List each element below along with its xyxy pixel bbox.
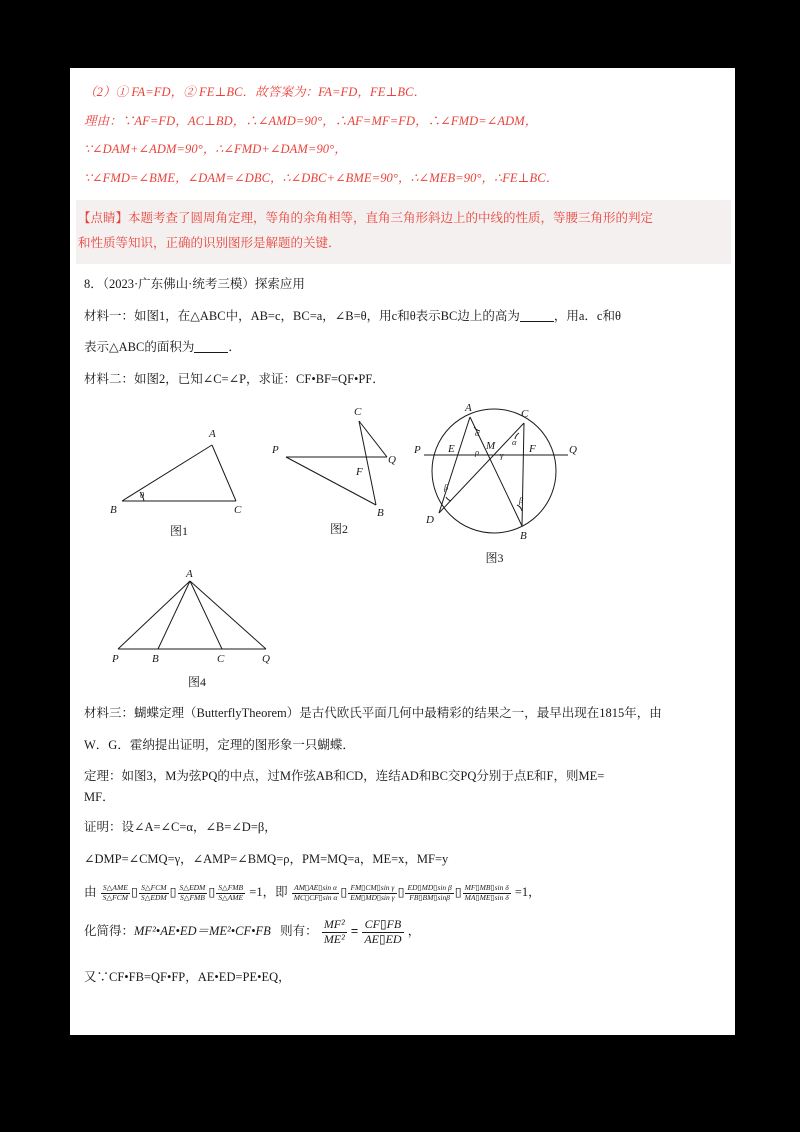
figure-2-drawing bbox=[264, 399, 414, 519]
ratio-frac-1-den: MC▯CF▯sin α bbox=[293, 892, 338, 902]
tip-line-1: 【点睛】本题考查了圆周角定理，等角的余角相等，直角三角形斜边上的中线的性质，等腰三角形的判定 bbox=[78, 211, 654, 225]
answer-line-2: 理由：∵AF=FD，AC⊥BD，∴∠AMD=90°，∴AF=MF=FD，∴∠FMD=∠ADM， bbox=[84, 113, 538, 128]
figure-3-label-rho: ρ bbox=[475, 447, 480, 457]
figure-3-label-gamma: γ bbox=[500, 450, 504, 460]
area-frac-3-den: S△FMB bbox=[179, 892, 205, 902]
simplify-comma: ， bbox=[407, 924, 421, 939]
material1-text-a: 材料一：如图1，在△ABC中，AB=c，BC=a，∠B=θ，用c和θ表示BC边上的高为 bbox=[84, 308, 520, 323]
figure-3-label-A: A bbox=[465, 402, 472, 414]
ratio-frac-4-den: MA▯ME▯sin δ bbox=[464, 892, 509, 902]
material2-line: 材料二：如图2，已知∠C=∠P，求证：CF•BF=QF•PF． bbox=[84, 371, 385, 386]
area-frac-2-den: S△EDM bbox=[140, 892, 167, 902]
area-frac-2 bbox=[139, 884, 169, 902]
material1-text-d: ． bbox=[228, 340, 241, 354]
material1-line2 bbox=[84, 341, 717, 354]
dot-op-2: ▯ bbox=[169, 885, 177, 899]
simplify-prefix: 化简得： bbox=[84, 924, 135, 939]
area-frac-1 bbox=[101, 884, 130, 902]
answer-blank-2[interactable] bbox=[194, 352, 228, 353]
ratio-frac-2 bbox=[348, 884, 396, 902]
equals-sign: = bbox=[350, 924, 359, 939]
figure-2-label-F: F bbox=[356, 466, 363, 478]
answer-block bbox=[84, 86, 717, 184]
ratio-frac-3-num: ED▯MD▯sin β bbox=[407, 883, 452, 892]
figure-2-label-P: P bbox=[272, 444, 279, 456]
result-frac-left-den: ME² bbox=[323, 932, 345, 947]
result-frac-right-num: CF▯FB bbox=[362, 918, 403, 933]
figure-2 bbox=[264, 399, 414, 537]
area-frac-4-num: S△FMB bbox=[218, 883, 244, 892]
figures-row-top bbox=[84, 399, 717, 579]
figure-4 bbox=[102, 565, 292, 690]
material1-text-b: ，用a．c和θ bbox=[553, 308, 621, 323]
material3-line1: 材料三：蝴蝶定理（ButterflyTheorem）是古代欧氏平面几何中最精彩的结果之一，最早出现在1815年，由 bbox=[84, 706, 662, 720]
proof-line1: 证明：设∠A=∠C=α，∠B=∠D=β， bbox=[84, 820, 277, 834]
ratio-frac-2-num: FM▯CM▯sin γ bbox=[348, 884, 396, 894]
ratio-frac-4-num: MF▯MB▯sin δ bbox=[464, 883, 509, 892]
area-frac-1-num: S△AME bbox=[101, 884, 130, 894]
area-frac-4-den: S△AME bbox=[218, 892, 244, 902]
dot-op-5: ▯ bbox=[397, 885, 405, 899]
theorem-line1: 定理：如图3，M为弦PQ的中点，过M作弦AB和CD，连结AD和BC交PQ分别于点E和F，则ME= bbox=[84, 769, 605, 783]
figure-3-label-F: F bbox=[529, 443, 536, 455]
figure-4-label-C: C bbox=[217, 653, 225, 665]
area-frac-3 bbox=[178, 884, 208, 902]
answer-line-1: （2）① FA=FD，② FE⊥BC．故答案为：FA=FD，FE⊥BC． bbox=[84, 85, 427, 99]
figure-1-drawing bbox=[104, 409, 254, 519]
figure-1-label-C: C bbox=[234, 504, 242, 516]
figure-3-label-beta2: β bbox=[519, 495, 524, 505]
material1-line1 bbox=[84, 310, 717, 323]
figure-2-label-C: C bbox=[354, 406, 362, 418]
figure-3-caption: 图3 bbox=[485, 551, 504, 565]
figure-3-label-Q: Q bbox=[569, 444, 577, 456]
result-frac-left bbox=[322, 918, 347, 947]
area-frac-3-num: S△EDM bbox=[179, 883, 206, 892]
proof-formula-prefix: 由 bbox=[84, 885, 97, 899]
figure-2-label-B: B bbox=[377, 507, 384, 519]
figure-4-caption: 图4 bbox=[187, 675, 206, 689]
ratio-frac-1-num: AM▯AE▯sin α bbox=[292, 884, 340, 894]
figure-3-label-E: E bbox=[448, 443, 455, 455]
figure-3-drawing bbox=[402, 393, 587, 558]
figure-4-label-B: B bbox=[152, 653, 159, 665]
material3-line2: W．G．霍纳提出证明，定理的图形象一只蝴蝶． bbox=[84, 737, 355, 752]
figure-3-label-B: B bbox=[520, 530, 527, 542]
figure-3-label-D: D bbox=[426, 514, 434, 526]
simplify-then: 则有： bbox=[280, 924, 318, 939]
figures-row-bottom bbox=[84, 568, 717, 707]
ratio-frac-3-den: FB▯BM▯sinβ bbox=[409, 892, 450, 902]
proof-formula-suffix: =1， bbox=[514, 885, 541, 899]
figure-3 bbox=[402, 393, 587, 566]
figure-1-caption: 图1 bbox=[169, 524, 188, 538]
proof-line2: ∠DMP=∠CMQ=γ，∠AMP=∠BMQ=ρ，PM=MQ=a，ME=x，MF=y bbox=[84, 851, 449, 866]
figure-3-label-M: M bbox=[486, 440, 496, 452]
last-line: 又∵CF•FB=QF•FP，AE•ED=PE•EQ， bbox=[84, 969, 291, 984]
figure-3-label-alpha2: α bbox=[512, 437, 517, 447]
dot-op-1: ▯ bbox=[131, 885, 138, 899]
theorem-line2: MF． bbox=[84, 789, 115, 804]
area-frac-2-num: S△FCM bbox=[139, 884, 169, 894]
ratio-frac-1 bbox=[292, 884, 340, 902]
tip-highlight-box bbox=[76, 200, 731, 264]
simplify-line bbox=[84, 918, 717, 947]
figure-1-label-B: B bbox=[110, 504, 117, 516]
dot-op-6: ▯ bbox=[454, 885, 462, 899]
dot-op-4: ▯ bbox=[340, 885, 348, 899]
figure-2-label-Q: Q bbox=[388, 454, 396, 466]
figure-1-label-theta: θ bbox=[140, 490, 145, 500]
figure-4-label-Q: Q bbox=[262, 653, 270, 665]
ratio-frac-3 bbox=[405, 884, 453, 902]
figure-2-caption: 图2 bbox=[329, 522, 348, 536]
figure-3-label-P: P bbox=[414, 444, 421, 456]
figure-4-drawing bbox=[102, 565, 292, 670]
proof-formula-line bbox=[84, 882, 717, 902]
figure-1-label-A: A bbox=[209, 428, 216, 440]
document-page bbox=[70, 68, 735, 1035]
area-frac-4 bbox=[216, 884, 245, 902]
figure-4-label-A: A bbox=[186, 568, 193, 580]
figure-3-label-C: C bbox=[521, 408, 529, 420]
dot-op-3: ▯ bbox=[208, 885, 216, 899]
tip-line-2: 和性质等知识，正确的识别图形是解题的关键． bbox=[78, 236, 341, 250]
result-frac-right-den: AE▯ED bbox=[364, 932, 402, 947]
material1-text-c: 表示△ABC的面积为 bbox=[84, 340, 195, 354]
problem-heading: 8．（2023·广东佛山·统考三模）探索应用 bbox=[84, 277, 305, 291]
result-frac-right bbox=[362, 918, 403, 947]
figure-1 bbox=[104, 409, 254, 539]
ratio-frac-2-den: EM▯MD▯sin γ bbox=[350, 892, 395, 902]
answer-line-4: ∵∠FMD=∠BME，∠DAM=∠DBC，∴∠DBC+∠BME=90°，∴∠MEB=90°，∴FE⊥BC． bbox=[84, 170, 559, 185]
simplify-equation: MF²•AE•ED＝ME²•CF•FB bbox=[134, 924, 271, 939]
figure-3-label-alpha1: α bbox=[475, 428, 480, 438]
area-frac-1-den: S△FCM bbox=[102, 892, 128, 902]
figure-3-label-beta1: β bbox=[444, 482, 449, 492]
figure-4-label-P: P bbox=[112, 653, 119, 665]
result-frac-left-num: MF² bbox=[323, 917, 345, 932]
answer-blank-1[interactable] bbox=[520, 321, 554, 322]
ratio-frac-4 bbox=[463, 884, 511, 902]
answer-line-3: ∵∠DAM+∠ADM=90°，∴∠FMD+∠DAM=90°， bbox=[84, 142, 347, 156]
proof-formula-mid: =1，即 bbox=[249, 885, 288, 899]
